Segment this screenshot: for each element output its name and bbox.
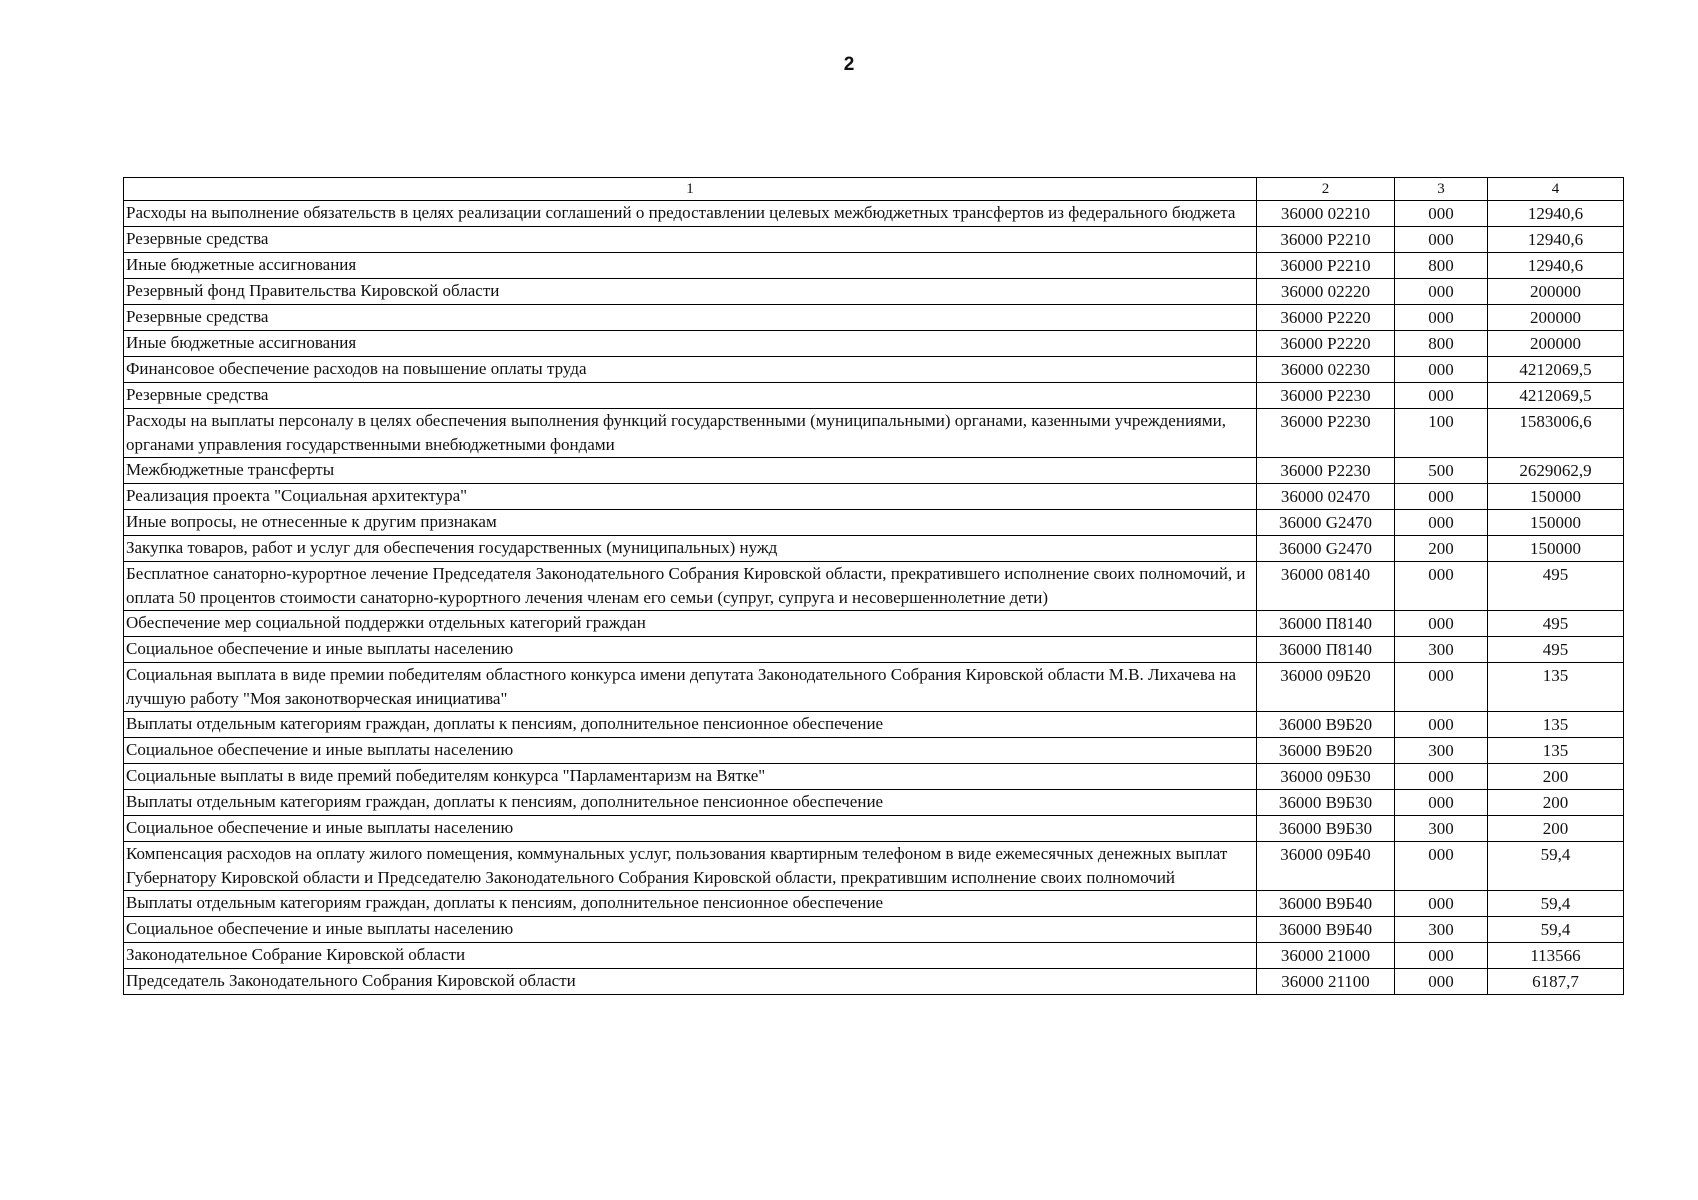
row-sum-cell: 495 [1488,637,1624,663]
table-row [124,969,1624,995]
table-row [124,357,1624,383]
row-name-cell: Иные вопросы, не отнесенные к другим признакам [124,510,1257,536]
table-row [124,484,1624,510]
row-vr-cell: 000 [1395,484,1488,510]
row-sum-cell: 200 [1488,764,1624,790]
row-name-cell: Социальное обеспечение и иные выплаты населению [124,816,1257,842]
row-name-cell: Закупка товаров, работ и услуг для обеспечения государственных (муниципальных) нужд [124,536,1257,562]
table-row [124,227,1624,253]
row-name-cell: Иные бюджетные ассигнования [124,331,1257,357]
row-name-cell: Резервный фонд Правительства Кировской области [124,279,1257,305]
row-sum-cell: 12940,6 [1488,227,1624,253]
row-sum-cell: 12940,6 [1488,201,1624,227]
row-sum-cell: 4212069,5 [1488,383,1624,409]
table-row [124,738,1624,764]
row-vr-cell: 000 [1395,712,1488,738]
row-name-cell: Социальное обеспечение и иные выплаты населению [124,738,1257,764]
row-code-cell: 36000 Р2210 [1257,253,1395,279]
row-name-cell: Социальное обеспечение и иные выплаты населению [124,637,1257,663]
table-row [124,663,1624,712]
row-name-cell: Бесплатное санаторно-курортное лечение Председателя Законодательного Собрания Кировской области, прекратившего исполнение своих полномочий, и оплата 50 процентов стоимости санаторно-курортного лечения членам его семьи (супруг, супруга и несовершеннолетние дети) [124,562,1257,611]
row-name-cell: Резервные средства [124,305,1257,331]
row-name-cell: Реализация проекта "Социальная архитектура" [124,484,1257,510]
row-name-cell: Расходы на выполнение обязательств в целях реализации соглашений о предоставлении целевых межбюджетных трансфертов из федерального бюджета [124,201,1257,227]
row-vr-cell: 300 [1395,637,1488,663]
table-row [124,917,1624,943]
row-name-cell: Выплаты отдельным категориям граждан, доплаты к пенсиям, дополнительное пенсионное обеспечение [124,790,1257,816]
row-sum-cell: 200 [1488,790,1624,816]
row-vr-cell: 000 [1395,842,1488,891]
row-sum-cell: 495 [1488,562,1624,611]
row-code-cell: 36000 02230 [1257,357,1395,383]
table-row [124,279,1624,305]
table-row [124,943,1624,969]
table-row [124,842,1624,891]
row-vr-cell: 000 [1395,279,1488,305]
row-vr-cell: 000 [1395,305,1488,331]
table-row [124,816,1624,842]
row-name-cell: Иные бюджетные ассигнования [124,253,1257,279]
row-code-cell: 36000 02220 [1257,279,1395,305]
budget-table [123,177,1624,995]
row-code-cell: 36000 08140 [1257,562,1395,611]
row-code-cell: 36000 02470 [1257,484,1395,510]
row-vr-cell: 300 [1395,917,1488,943]
row-sum-cell: 200000 [1488,331,1624,357]
row-code-cell: 36000 Р2220 [1257,305,1395,331]
row-code-cell: 36000 21000 [1257,943,1395,969]
row-sum-cell: 150000 [1488,484,1624,510]
column-header-name: 1 [124,178,1257,201]
header-row [124,178,1624,201]
row-vr-cell: 300 [1395,816,1488,842]
table-row [124,611,1624,637]
row-code-cell: 36000 В9Б30 [1257,816,1395,842]
row-sum-cell: 135 [1488,738,1624,764]
row-vr-cell: 000 [1395,663,1488,712]
table-row [124,305,1624,331]
row-name-cell: Председатель Законодательного Собрания Кировской области [124,969,1257,995]
column-header-sum: 4 [1488,178,1624,201]
row-sum-cell: 150000 [1488,510,1624,536]
row-code-cell: 36000 G2470 [1257,536,1395,562]
table-row [124,409,1624,458]
row-vr-cell: 000 [1395,611,1488,637]
table-row [124,331,1624,357]
row-vr-cell: 000 [1395,227,1488,253]
row-sum-cell: 2629062,9 [1488,458,1624,484]
row-sum-cell: 59,4 [1488,842,1624,891]
row-vr-cell: 000 [1395,764,1488,790]
page-number: 2 [843,54,855,75]
table-row [124,458,1624,484]
row-code-cell: 36000 В9Б20 [1257,738,1395,764]
table-row [124,510,1624,536]
row-sum-cell: 12940,6 [1488,253,1624,279]
row-sum-cell: 4212069,5 [1488,357,1624,383]
row-code-cell: 36000 П8140 [1257,637,1395,663]
table-row [124,383,1624,409]
row-sum-cell: 113566 [1488,943,1624,969]
row-name-cell: Законодательное Собрание Кировской области [124,943,1257,969]
row-sum-cell: 59,4 [1488,891,1624,917]
row-vr-cell: 000 [1395,357,1488,383]
row-vr-cell: 200 [1395,536,1488,562]
row-name-cell: Резервные средства [124,227,1257,253]
row-code-cell: 36000 П8140 [1257,611,1395,637]
row-vr-cell: 000 [1395,969,1488,995]
table-row [124,201,1624,227]
row-vr-cell: 800 [1395,331,1488,357]
row-vr-cell: 000 [1395,891,1488,917]
row-sum-cell: 150000 [1488,536,1624,562]
row-name-cell: Социальные выплаты в виде премий победителям конкурса "Парламентаризм на Вятке" [124,764,1257,790]
row-sum-cell: 200000 [1488,279,1624,305]
row-code-cell: 36000 09Б40 [1257,842,1395,891]
row-sum-cell: 495 [1488,611,1624,637]
row-name-cell: Межбюджетные трансферты [124,458,1257,484]
table-row [124,764,1624,790]
row-sum-cell: 200000 [1488,305,1624,331]
row-sum-cell: 200 [1488,816,1624,842]
row-code-cell: 36000 02210 [1257,201,1395,227]
row-code-cell: 36000 В9Б40 [1257,891,1395,917]
row-vr-cell: 000 [1395,790,1488,816]
row-code-cell: 36000 В9Б20 [1257,712,1395,738]
row-code-cell: 36000 Р2220 [1257,331,1395,357]
row-code-cell: 36000 G2470 [1257,510,1395,536]
row-vr-cell: 000 [1395,383,1488,409]
table-row [124,536,1624,562]
table-row [124,790,1624,816]
table-row [124,712,1624,738]
column-header-vr: 3 [1395,178,1488,201]
table-row [124,891,1624,917]
row-vr-cell: 800 [1395,253,1488,279]
row-code-cell: 36000 Р2230 [1257,458,1395,484]
row-name-cell: Расходы на выплаты персоналу в целях обеспечения выполнения функций государственными (муниципальными) органами, казенными учреждениями, органами управления государственными внебюджетными фондами [124,409,1257,458]
table-body [124,201,1624,995]
row-code-cell: 36000 Р2230 [1257,409,1395,458]
row-code-cell: 36000 21100 [1257,969,1395,995]
table-row [124,562,1624,611]
row-code-cell: 36000 Р2230 [1257,383,1395,409]
row-name-cell: Обеспечение мер социальной поддержки отдельных категорий граждан [124,611,1257,637]
row-vr-cell: 300 [1395,738,1488,764]
row-vr-cell: 000 [1395,562,1488,611]
column-header-code: 2 [1257,178,1395,201]
row-sum-cell: 135 [1488,712,1624,738]
row-code-cell: 36000 В9Б30 [1257,790,1395,816]
row-vr-cell: 000 [1395,510,1488,536]
table-row [124,253,1624,279]
row-vr-cell: 000 [1395,943,1488,969]
row-sum-cell: 1583006,6 [1488,409,1624,458]
row-sum-cell: 6187,7 [1488,969,1624,995]
table-header [124,178,1624,201]
row-name-cell: Компенсация расходов на оплату жилого помещения, коммунальных услуг, пользования квартирным телефоном в виде ежемесячных денежных выплат Губернатору Кировской области и Председателю Законодательного Собрания Кировской области, прекратившим исполнение своих полномочий [124,842,1257,891]
row-name-cell: Социальное обеспечение и иные выплаты населению [124,917,1257,943]
row-code-cell: 36000 09Б20 [1257,663,1395,712]
row-name-cell: Социальная выплата в виде премии победителям областного конкурса имени депутата Законодательного Собрания Кировской области М.В. Лихачева на лучшую работу "Моя законотворческая инициатива" [124,663,1257,712]
row-sum-cell: 135 [1488,663,1624,712]
row-name-cell: Выплаты отдельным категориям граждан, доплаты к пенсиям, дополнительное пенсионное обеспечение [124,891,1257,917]
row-vr-cell: 000 [1395,201,1488,227]
table-row [124,637,1624,663]
row-name-cell: Резервные средства [124,383,1257,409]
row-code-cell: 36000 Р2210 [1257,227,1395,253]
row-code-cell: 36000 В9Б40 [1257,917,1395,943]
row-vr-cell: 500 [1395,458,1488,484]
row-sum-cell: 59,4 [1488,917,1624,943]
row-vr-cell: 100 [1395,409,1488,458]
row-code-cell: 36000 09Б30 [1257,764,1395,790]
row-name-cell: Выплаты отдельным категориям граждан, доплаты к пенсиям, дополнительное пенсионное обеспечение [124,712,1257,738]
row-name-cell: Финансовое обеспечение расходов на повышение оплаты труда [124,357,1257,383]
